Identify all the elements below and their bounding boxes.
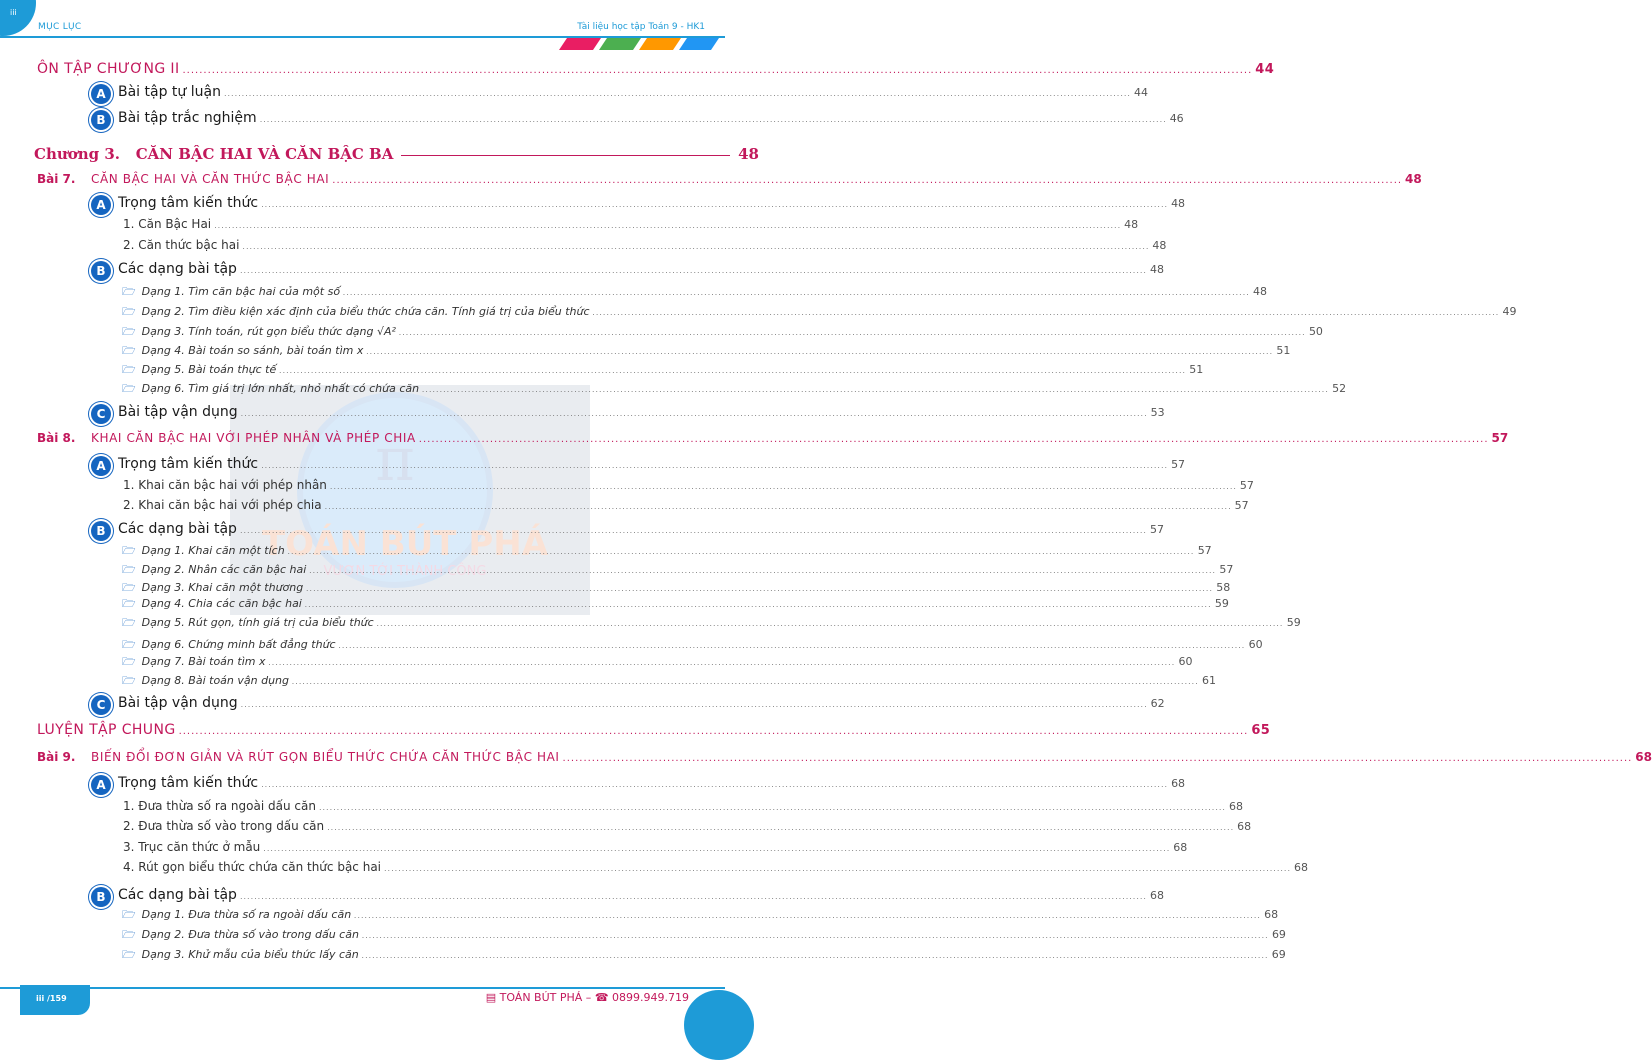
toc-exercise-type[interactable] xyxy=(0,380,1347,400)
stripe-pink xyxy=(559,38,601,50)
toc-page: 48 xyxy=(1405,172,1422,186)
folder-icon: 🗁 xyxy=(122,382,136,395)
leader-dots xyxy=(339,641,1246,650)
leader-dots xyxy=(309,566,1216,575)
toc-page: 69 xyxy=(1271,948,1286,961)
footer-phone: 0899.949.719 xyxy=(612,991,689,1004)
toc-title: Các dạng bài tập xyxy=(118,521,237,537)
toc-exercise-type[interactable] xyxy=(0,303,1517,323)
toc-subitem[interactable] xyxy=(0,238,1167,258)
toc-page: 52 xyxy=(1332,382,1347,395)
leader-dots xyxy=(366,347,1273,356)
toc-title: 4. Rút gọn biểu thức chứa căn thức bậc hai xyxy=(123,860,381,874)
folder-icon: 🗁 xyxy=(122,655,136,668)
toc-part[interactable] xyxy=(0,195,1186,215)
leader-dots xyxy=(288,547,1195,556)
watermark-slogan: VƯƠN TỚI THÀNH CÔNG xyxy=(323,564,487,579)
toc-exercise-type[interactable] xyxy=(0,361,1204,381)
toc-page: 50 xyxy=(1308,325,1323,338)
leader-dots xyxy=(241,700,1148,709)
leader-dots xyxy=(362,931,1269,940)
header-stripes xyxy=(559,38,719,50)
toc-exercise-type[interactable] xyxy=(0,926,1286,946)
leader-dots xyxy=(279,366,1186,375)
leader-dots xyxy=(261,780,1168,789)
toc-page: 51 xyxy=(1189,363,1204,376)
toc-page: 68 xyxy=(1635,750,1652,764)
toc-title: Dạng 1. Khai căn một tích xyxy=(141,544,285,557)
toc-page: 59 xyxy=(1286,616,1301,629)
part-badge: B xyxy=(91,110,111,130)
toc-page: 51 xyxy=(1276,344,1291,357)
toc-page: 69 xyxy=(1271,928,1286,941)
toc-title: Dạng 6. Tìm giá trị lớn nhất, nhỏ nhất có chứa căn xyxy=(141,382,420,395)
leader-dots xyxy=(327,823,1234,832)
toc-title: 3. Trục căn thức ở mẫu xyxy=(123,840,261,854)
toc-page: 68 xyxy=(1228,800,1243,813)
folder-icon: 🗁 xyxy=(122,363,136,376)
toc-title: Dạng 8. Bài toán vận dụng xyxy=(141,674,290,687)
toc-subitem[interactable] xyxy=(0,819,1252,839)
lesson-number: Bài 9. xyxy=(37,750,76,764)
toc-page: 59 xyxy=(1214,597,1229,610)
leader-dots xyxy=(332,175,1402,186)
stripe-orange xyxy=(639,38,681,50)
phone-icon: ☎ xyxy=(594,991,609,1004)
toc-subitem[interactable] xyxy=(0,799,1243,819)
toc-exercise-type[interactable] xyxy=(0,946,1286,966)
toc-page: 48 xyxy=(1149,263,1164,276)
leader-dots xyxy=(419,434,1489,445)
toc-part[interactable] xyxy=(0,404,1165,424)
toc-page: 60 xyxy=(1178,655,1193,668)
file-icon: ▤ xyxy=(485,991,497,1004)
toc-title: Các dạng bài tập xyxy=(118,261,237,277)
toc-page: 57 xyxy=(1171,458,1186,471)
watermark-title: TOÁN BÚT PHÁ xyxy=(261,524,549,564)
toc-part[interactable] xyxy=(0,695,1165,715)
toc-page: 68 xyxy=(1149,889,1164,902)
toc-exercise-type[interactable] xyxy=(0,323,1323,343)
toc-title: Dạng 2. Đưa thừa số vào trong dấu căn xyxy=(141,928,359,941)
part-badge: B xyxy=(91,887,111,907)
leader-dots xyxy=(261,200,1168,209)
corner-decoration xyxy=(0,0,36,36)
toc-exercise-type[interactable] xyxy=(0,614,1301,634)
toc-title: ÔN TẬP CHƯƠNG II xyxy=(37,61,180,77)
toc-page: 57 xyxy=(1219,563,1234,576)
leader-dots xyxy=(319,803,1226,812)
toc-title: Dạng 2. Tìm điều kiện xác định của biểu thức chứa căn. Tính giá trị của biểu thức xyxy=(141,305,590,318)
lesson-number: Bài 8. xyxy=(37,431,76,445)
toc-subitem[interactable] xyxy=(0,498,1249,518)
corner-decoration-bottom xyxy=(684,990,754,1060)
toc-title: 1. Căn Bậc Hai xyxy=(123,217,212,231)
lesson-number: Bài 7. xyxy=(37,172,76,186)
folder-icon: 🗁 xyxy=(122,563,136,576)
folder-icon: 🗁 xyxy=(122,344,136,357)
part-badge: C xyxy=(91,695,111,715)
toc-title: Các dạng bài tập xyxy=(118,887,237,903)
folder-icon: 🗁 xyxy=(122,325,136,338)
folder-icon: 🗁 xyxy=(122,908,136,921)
part-badge: A xyxy=(91,84,111,104)
leader-dots xyxy=(354,911,1261,920)
toc-title: Dạng 4. Chia các căn bậc hai xyxy=(141,597,302,610)
leader-dots xyxy=(325,502,1232,511)
toc-page: 48 xyxy=(1152,239,1167,252)
folder-icon: 🗁 xyxy=(122,638,136,651)
toc-chapter[interactable] xyxy=(0,145,795,165)
toc-subitem[interactable] xyxy=(0,478,1254,498)
toc-title: Trọng tâm kiến thức xyxy=(118,775,259,791)
folder-icon: 🗁 xyxy=(122,285,136,298)
leader-dots xyxy=(179,726,1249,737)
leader-dots xyxy=(263,844,1170,853)
toc-part[interactable] xyxy=(0,521,1164,541)
toc-title: 2. Đưa thừa số vào trong dấu căn xyxy=(123,819,325,833)
toc-page: 48 xyxy=(1171,197,1186,210)
leader-dots xyxy=(242,242,1149,251)
toc-page: 68 xyxy=(1237,820,1252,833)
toc-part[interactable] xyxy=(0,84,1148,104)
leader-dots xyxy=(268,658,1175,667)
toc-section[interactable] xyxy=(0,722,1271,742)
header-right-title: Tài liệu học tập Toán 9 - HK1 xyxy=(577,22,705,32)
toc-page: 57 xyxy=(1234,499,1249,512)
toc-subitem[interactable] xyxy=(0,860,1308,880)
footer-divider xyxy=(0,987,725,989)
leader-dots xyxy=(563,753,1633,764)
folder-icon: 🗁 xyxy=(122,305,136,318)
toc-title: Dạng 6. Chứng minh bất đẳng thức xyxy=(141,638,336,651)
toc-part[interactable] xyxy=(0,110,1184,130)
leader-dots xyxy=(377,619,1284,628)
toc-page: 49 xyxy=(1502,305,1517,318)
toc-lesson[interactable] xyxy=(0,750,1652,770)
toc-page: 60 xyxy=(1248,638,1263,651)
part-badge: B xyxy=(91,521,111,541)
toc-page: 46 xyxy=(1169,112,1184,125)
leader-dots xyxy=(224,89,1131,98)
part-badge: A xyxy=(91,195,111,215)
toc-page: 48 xyxy=(1124,218,1139,231)
toc-exercise-type[interactable] xyxy=(0,542,1212,562)
toc-title: Dạng 3. Khai căn một thương xyxy=(141,581,304,594)
toc-page: 48 xyxy=(1253,285,1268,298)
toc-page: 48 xyxy=(738,145,759,163)
toc-title: Dạng 7. Bài toán tìm x xyxy=(141,655,266,668)
toc-title: Dạng 1. Đưa thừa số ra ngoài dấu căn xyxy=(141,908,352,921)
toc-page: 65 xyxy=(1251,723,1271,738)
leader-dots xyxy=(593,308,1500,317)
toc-page: 58 xyxy=(1216,581,1231,594)
toc-title: Trọng tâm kiến thức xyxy=(118,456,259,472)
header-left-title: MỤC LỤC xyxy=(38,22,82,32)
toc-page: 57 xyxy=(1149,523,1164,536)
toc-part[interactable] xyxy=(0,887,1164,907)
toc-page: 68 xyxy=(1171,777,1186,790)
toc-title: Dạng 5. Bài toán thực tế xyxy=(141,363,277,376)
toc-title: Bài tập vận dụng xyxy=(118,404,238,420)
pi-icon: π xyxy=(375,425,415,495)
leader-dots xyxy=(422,385,1329,394)
stripe-green xyxy=(599,38,641,50)
toc-exercise-type[interactable] xyxy=(0,653,1193,673)
folder-icon: 🗁 xyxy=(122,674,136,687)
leader-dots xyxy=(292,677,1199,686)
leader-dots xyxy=(260,115,1167,124)
folder-icon: 🗁 xyxy=(122,928,136,941)
toc-page: 57 xyxy=(1491,431,1509,445)
toc-subitem[interactable] xyxy=(0,217,1139,237)
toc-title: Dạng 4. Bài toán so sánh, bài toán tìm x xyxy=(141,344,364,357)
toc-lesson[interactable] xyxy=(0,431,1509,451)
toc-title: Chương 3. CĂN BẬC HAI VÀ CĂN BẬC BA xyxy=(34,145,394,163)
leader-dots xyxy=(261,461,1168,470)
footer-brand xyxy=(486,991,689,1004)
folder-icon: 🗁 xyxy=(122,597,136,610)
chapter-rule xyxy=(401,155,730,156)
toc-title: Dạng 3. Tính toán, rút gọn biểu thức dạng √A² xyxy=(141,325,396,338)
footer-brand-name: TOÁN BÚT PHÁ – xyxy=(499,991,592,1004)
toc-page: 44 xyxy=(1133,86,1148,99)
toc-part[interactable] xyxy=(0,261,1164,281)
toc-page: 57 xyxy=(1239,479,1254,492)
toc-title: Bài tập tự luận xyxy=(118,84,221,100)
toc-exercise-type[interactable] xyxy=(0,595,1229,615)
folder-icon: 🗁 xyxy=(122,544,136,557)
toc-title: Trọng tâm kiến thức xyxy=(118,195,259,211)
toc-title: Bài tập trắc nghiệm xyxy=(118,110,257,126)
part-badge: B xyxy=(91,261,111,281)
toc-page: 57 xyxy=(1197,544,1212,557)
leader-dots xyxy=(330,482,1237,491)
leader-dots xyxy=(240,266,1147,275)
part-badge: C xyxy=(91,404,111,424)
toc-title: LUYỆN TẬP CHUNG xyxy=(37,722,176,738)
leader-dots xyxy=(343,288,1250,297)
leader-dots xyxy=(306,584,1213,593)
leader-dots xyxy=(399,328,1306,337)
toc-title: Dạng 2. Nhân các căn bậc hai xyxy=(141,563,307,576)
toc-title: Dạng 3. Khử mẫu của biểu thức lấy căn xyxy=(141,948,359,961)
stripe-blue xyxy=(679,38,719,50)
toc-title: 1. Đưa thừa số ra ngoài dấu căn xyxy=(123,799,316,813)
leader-dots xyxy=(384,864,1291,873)
toc-page: 44 xyxy=(1255,62,1275,77)
toc-title: Dạng 1. Tìm căn bậc hai của một số xyxy=(141,285,341,298)
folder-icon: 🗁 xyxy=(122,581,136,594)
toc-lesson[interactable] xyxy=(0,172,1422,192)
toc-exercise-type[interactable] xyxy=(0,672,1217,692)
toc-exercise-type[interactable] xyxy=(0,906,1279,926)
toc-page: 62 xyxy=(1150,697,1165,710)
toc-page: 68 xyxy=(1173,841,1188,854)
toc-exercise-type[interactable] xyxy=(0,342,1291,362)
toc-page: 68 xyxy=(1294,861,1308,874)
part-badge: A xyxy=(91,775,111,795)
toc-title: Dạng 5. Rút gọn, tính giá trị của biểu thức xyxy=(141,616,374,629)
toc-page: 68 xyxy=(1264,908,1279,921)
toc-exercise-type[interactable] xyxy=(0,283,1268,303)
leader-dots xyxy=(183,65,1253,76)
toc-page: 53 xyxy=(1150,406,1165,419)
corner-number: iii xyxy=(10,8,17,17)
toc-part[interactable] xyxy=(0,775,1186,795)
folder-icon: 🗁 xyxy=(122,948,136,961)
toc-section[interactable] xyxy=(0,61,1275,81)
leader-dots xyxy=(240,526,1147,535)
toc-title: 2. Căn thức bậc hai xyxy=(123,238,240,252)
leader-dots xyxy=(362,951,1269,960)
toc-part[interactable] xyxy=(0,456,1186,476)
leader-dots xyxy=(240,892,1147,901)
folder-icon: 🗁 xyxy=(122,616,136,629)
toc-title: 1. Khai căn bậc hai với phép nhân xyxy=(123,478,327,492)
toc-title: CĂN BẬC HAI VÀ CĂN THỨC BẬC HAI xyxy=(91,172,330,186)
toc-title: 2. Khai căn bậc hai với phép chia xyxy=(123,498,322,512)
leader-dots xyxy=(214,221,1121,230)
toc-title: KHAI CĂN BẬC HAI VỚI PHÉP NHÂN VÀ PHÉP CHIA xyxy=(91,431,416,445)
toc-title: Bài tập vận dụng xyxy=(118,695,238,711)
footer-page-number: iii /159 xyxy=(36,994,67,1003)
part-badge: A xyxy=(91,456,111,476)
leader-dots xyxy=(241,409,1148,418)
toc-page: 61 xyxy=(1202,674,1217,687)
toc-title: BIẾN ĐỔI ĐƠN GIẢN VÀ RÚT GỌN BIỂU THỨC CHỨA CĂN THỨC BẬC HAI xyxy=(91,750,560,764)
toc-exercise-type[interactable] xyxy=(0,561,1234,581)
toc-subitem[interactable] xyxy=(0,840,1188,860)
leader-dots xyxy=(305,600,1212,609)
